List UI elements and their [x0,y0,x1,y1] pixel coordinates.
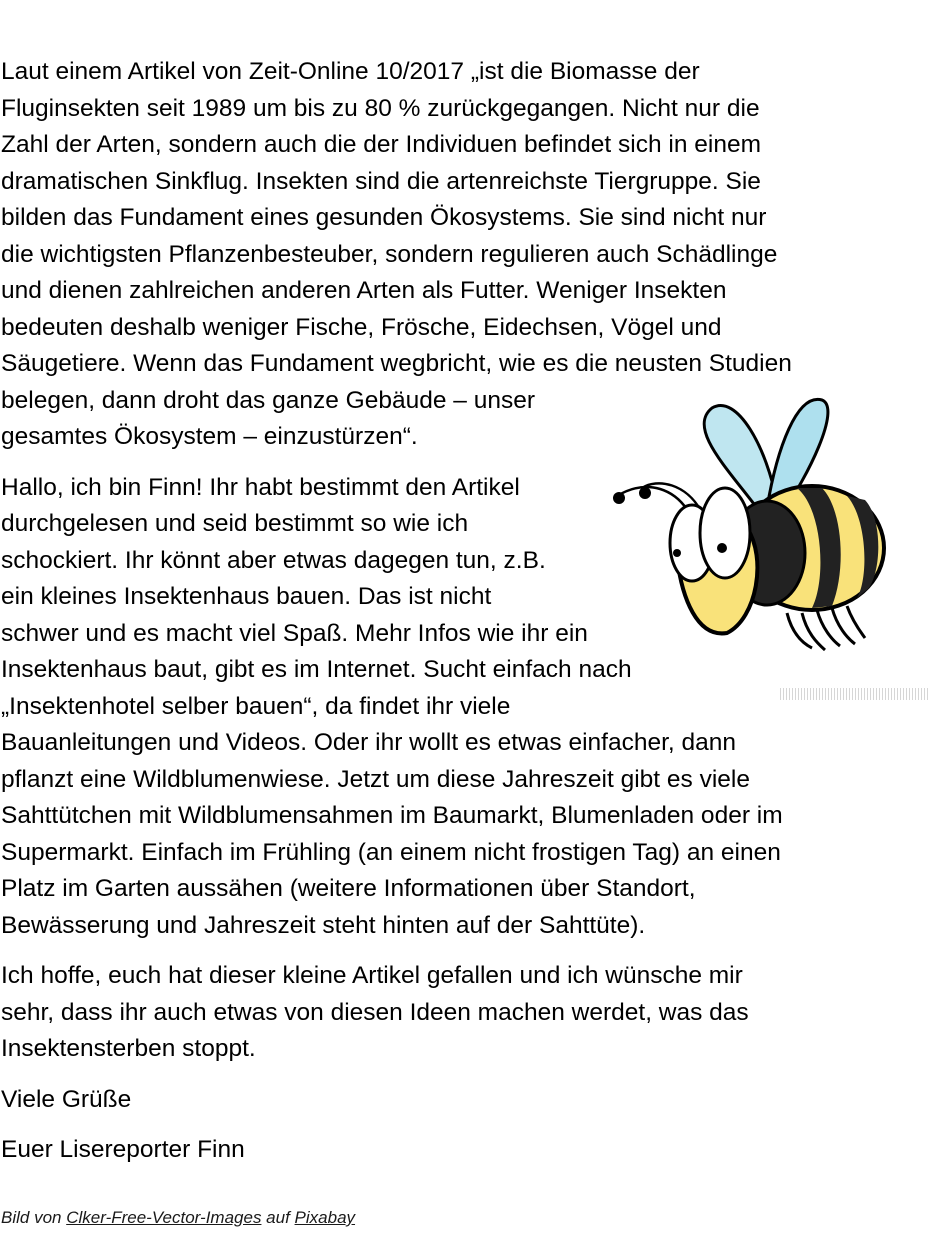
text-line: und dienen zahlreichen anderen Arten als Futter. Weniger Insekten [1,277,727,304]
text-line: ein kleines Insektenhaus bauen. Das ist nicht [1,583,492,610]
text-line: Sahttütchen mit Wildblumensahmen im Baumarkt, Blumenladen oder im [1,802,783,829]
text-line: Platz im Garten aussähen (weitere Informationen über Standort, [1,875,696,902]
greeting [1,1082,941,1119]
text-line: Fluginsekten seit 1989 um bis zu 80 % zurückgegangen. Nicht nur die [1,94,760,122]
text-line: Bewässerung und Jahreszeit steht hinten auf der Sahttüte). [1,911,646,939]
pixabay-link[interactable]: Pixabay [294,1208,356,1227]
text-line: schockiert. Ihr könnt aber etwas dagegen tun, z.B. [1,546,546,574]
text-line: die wichtigsten Pflanzenbesteuber, sondern regulieren auch Schädlinge [1,240,778,268]
text-line: Laut einem Artikel von Zeit-Online 10/2017 „ist die Biomasse der [1,58,700,85]
image-credit [1,1208,355,1228]
text-line: bilden das Fundament eines gesunden Ökosystems. Sie sind nicht nur [1,204,767,231]
text-line: belegen, dann droht das ganze Gebäude – unser [1,386,535,414]
text-line: sehr, dass ihr auch etwas von diesen Ideen machen werdet, was das [1,998,749,1026]
text-line: Insektensterben stoppt. [1,1035,256,1062]
credit-prefix: Bild von [1,1208,67,1227]
text-line: durchgelesen und seid bestimmt so wie ich [1,510,469,537]
signature [1,1132,941,1169]
image-artifact [780,688,928,700]
text-line: gesamtes Ökosystem – einzustürzen“. [1,423,418,450]
text-line: Säugetiere. Wenn das Fundament wegbricht, wie es die neusten Studien [1,350,792,377]
bee-illustration-icon [607,388,887,658]
text-line: Supermarkt. Einfach im Frühling (an einem nicht frostigen Tag) an einen [1,838,781,866]
text-line: bedeuten deshalb weniger Fische, Frösche, Eidechsen, Vögel und [1,313,722,341]
text-line: Euer Lisereporter Finn [1,1136,245,1163]
text-line: „Insektenhotel selber bauen“, da findet ihr viele [1,692,511,720]
credit-middle: auf [261,1208,295,1227]
text-line: pflanzt eine Wildblumenwiese. Jetzt um diese Jahreszeit gibt es viele [1,765,750,793]
text-line: schwer und es macht viel Spaß. Mehr Infos wie ihr ein [1,619,588,647]
text-line: Bauanleitungen und Videos. Oder ihr wollt es etwas einfacher, dann [1,729,737,756]
paragraph-closing [1,958,941,1068]
author-link[interactable]: Clker-Free-Vector-Images [66,1208,262,1227]
text-line: dramatischen Sinkflug. Insekten sind die artenreichste Tiergruppe. Sie [1,167,761,195]
text-line: Ich hoffe, euch hat dieser kleine Artikel gefallen und ich wünsche mir [1,962,743,989]
text-line: Viele Grüße [1,1085,132,1113]
text-line: Zahl der Arten, sondern auch die der Individuen befindet sich in einem [1,131,761,158]
text-line: Insektenhaus baut, gibt es im Internet. Sucht einfach nach [1,656,632,683]
text-line: Hallo, ich bin Finn! Ihr habt bestimmt den Artikel [1,473,520,501]
